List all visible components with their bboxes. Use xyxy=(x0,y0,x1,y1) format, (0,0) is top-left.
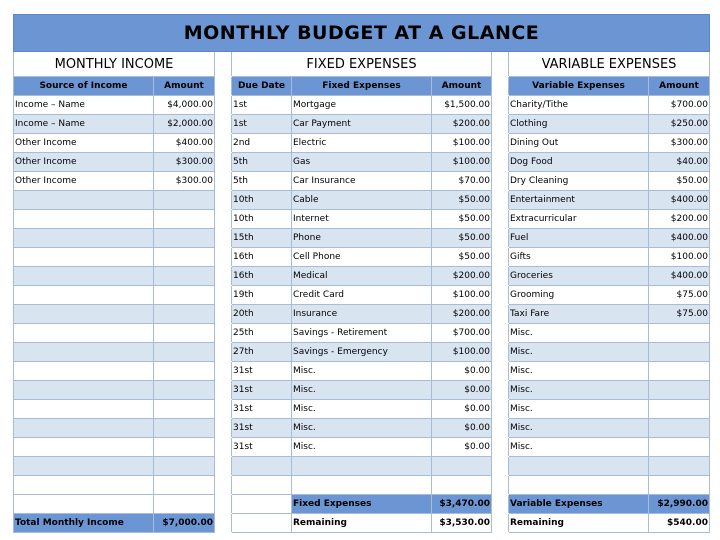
variable-amount-cell[interactable] xyxy=(649,419,710,438)
variable-expense-cell[interactable]: Misc. xyxy=(509,400,649,419)
fixed-total-label[interactable]: Fixed Expenses xyxy=(292,495,432,514)
fixed-expense-cell[interactable]: Car Payment xyxy=(292,115,432,134)
spacer-cell xyxy=(492,324,509,343)
income-source-cell[interactable]: Other Income xyxy=(14,134,154,153)
income-source-cell[interactable]: Income – Name xyxy=(14,115,154,134)
variable-amount-cell[interactable]: $400.00 xyxy=(649,267,710,286)
variable-expense-cell[interactable]: Charity/Tithe xyxy=(509,96,649,115)
variable-expense-cell[interactable]: Clothing xyxy=(509,115,649,134)
table-row xyxy=(14,248,710,267)
fixed-expense-cell[interactable]: Savings - Retirement xyxy=(292,324,432,343)
total-income-label[interactable]: Total Monthly Income xyxy=(14,514,154,533)
due-date-cell[interactable]: 20th xyxy=(232,305,292,324)
spacer-cell xyxy=(215,476,232,495)
due-date-cell[interactable]: 31st xyxy=(232,438,292,457)
fixed-expense-cell[interactable]: Phone xyxy=(292,229,432,248)
variable-amount-cell[interactable] xyxy=(649,343,710,362)
variable-expense-cell[interactable] xyxy=(509,476,649,495)
fixed-expense-cell[interactable] xyxy=(292,457,432,476)
spacer-cell xyxy=(492,210,509,229)
table-row xyxy=(14,210,710,229)
due-date-cell[interactable]: 15th xyxy=(232,229,292,248)
variable-expense-cell[interactable]: Misc. xyxy=(509,324,649,343)
spacer-cell xyxy=(215,514,232,533)
income-amount-cell[interactable]: $300.00 xyxy=(154,153,215,172)
variable-expense-cell[interactable]: Misc. xyxy=(509,343,649,362)
variable-total-label[interactable]: Variable Expenses xyxy=(509,495,649,514)
spacer-cell xyxy=(215,172,232,191)
spacer-cell xyxy=(215,457,232,476)
header-variable-amount[interactable]: Amount xyxy=(649,77,710,96)
income-amount-cell[interactable]: $400.00 xyxy=(154,134,215,153)
income-amount-cell[interactable] xyxy=(154,400,215,419)
variable-amount-cell[interactable]: $75.00 xyxy=(649,286,710,305)
fixed-expense-cell[interactable]: Car Insurance xyxy=(292,172,432,191)
variable-amount-cell[interactable]: $40.00 xyxy=(649,153,710,172)
spacer-cell xyxy=(215,210,232,229)
income-amount-cell[interactable] xyxy=(154,305,215,324)
header-income-amount[interactable]: Amount xyxy=(154,77,215,96)
variable-amount-cell[interactable] xyxy=(649,457,710,476)
fixed-amount-cell[interactable]: $700.00 xyxy=(432,324,492,343)
fixed-amount-cell[interactable]: $200.00 xyxy=(432,115,492,134)
spacer-cell xyxy=(215,52,232,77)
income-source-cell[interactable] xyxy=(14,381,154,400)
fixed-expense-cell[interactable]: Internet xyxy=(292,210,432,229)
due-date-cell[interactable]: 27th xyxy=(232,343,292,362)
variable-amount-cell[interactable]: $50.00 xyxy=(649,172,710,191)
fixed-expense-cell[interactable] xyxy=(292,476,432,495)
table-row xyxy=(14,305,710,324)
due-date-cell[interactable]: 31st xyxy=(232,419,292,438)
variable-expense-cell[interactable]: Dog Food xyxy=(509,153,649,172)
fixed-remaining-label[interactable]: Remaining xyxy=(292,514,432,533)
fixed-expense-cell[interactable]: Credit Card xyxy=(292,286,432,305)
fixed-amount-cell[interactable]: $1,500.00 xyxy=(432,96,492,115)
header-fixed-expenses[interactable]: Fixed Expenses xyxy=(292,77,432,96)
header-due-date[interactable]: Due Date xyxy=(232,77,292,96)
header-variable-expenses[interactable]: Variable Expenses xyxy=(509,77,649,96)
total-income-value[interactable]: $7,000.00 xyxy=(154,514,215,533)
table-row xyxy=(14,381,710,400)
spacer-cell xyxy=(492,476,509,495)
fixed-expense-cell[interactable]: Electric xyxy=(292,134,432,153)
fixed-amount-cell[interactable]: $50.00 xyxy=(432,229,492,248)
fixed-expense-cell[interactable]: Cell Phone xyxy=(292,248,432,267)
income-source-cell[interactable] xyxy=(14,210,154,229)
fixed-amount-cell[interactable]: $200.00 xyxy=(432,305,492,324)
due-date-cell[interactable]: 1st xyxy=(232,96,292,115)
table-row xyxy=(14,229,710,248)
variable-amount-cell[interactable]: $200.00 xyxy=(649,210,710,229)
fixed-expense-cell[interactable]: Medical xyxy=(292,267,432,286)
variable-expense-cell[interactable]: Dining Out xyxy=(509,134,649,153)
variable-amount-cell[interactable]: $75.00 xyxy=(649,305,710,324)
variable-amount-cell[interactable]: $400.00 xyxy=(649,229,710,248)
spacer-cell xyxy=(492,438,509,457)
spacer-cell xyxy=(215,115,232,134)
table-row xyxy=(14,324,710,343)
spacer-cell xyxy=(492,267,509,286)
income-source-cell[interactable]: Other Income xyxy=(14,153,154,172)
income-source-cell[interactable] xyxy=(14,191,154,210)
spacer-cell xyxy=(492,191,509,210)
variable-amount-cell[interactable]: $300.00 xyxy=(649,134,710,153)
income-source-cell[interactable] xyxy=(14,305,154,324)
table-row xyxy=(14,476,710,495)
variable-expense-cell[interactable]: Entertainment xyxy=(509,191,649,210)
income-amount-cell[interactable] xyxy=(154,286,215,305)
spacer-cell xyxy=(215,438,232,457)
section-variable-expenses: VARIABLE EXPENSES xyxy=(509,52,710,77)
budget-sheet xyxy=(13,14,710,533)
income-source-cell[interactable] xyxy=(14,457,154,476)
spacer-cell xyxy=(492,52,509,77)
income-source-cell[interactable] xyxy=(14,362,154,381)
variable-expense-cell[interactable]: Misc. xyxy=(509,362,649,381)
spacer-cell xyxy=(492,172,509,191)
variable-expense-cell[interactable]: Dry Cleaning xyxy=(509,172,649,191)
income-amount-cell[interactable] xyxy=(154,476,215,495)
table-row xyxy=(14,362,710,381)
variable-amount-cell[interactable] xyxy=(649,324,710,343)
income-source-cell[interactable] xyxy=(14,438,154,457)
income-cell[interactable] xyxy=(14,495,154,514)
fixed-amount-cell[interactable] xyxy=(432,457,492,476)
fixed-expense-cell[interactable]: Misc. xyxy=(292,381,432,400)
due-date-cell[interactable]: 5th xyxy=(232,153,292,172)
variable-remaining-label[interactable]: Remaining xyxy=(509,514,649,533)
fixed-amount-cell[interactable]: $0.00 xyxy=(432,381,492,400)
table-row xyxy=(14,457,710,476)
income-source-cell[interactable] xyxy=(14,419,154,438)
variable-amount-cell[interactable]: $700.00 xyxy=(649,96,710,115)
income-amount-cell[interactable] xyxy=(154,419,215,438)
income-source-cell[interactable] xyxy=(14,476,154,495)
spacer-cell xyxy=(492,229,509,248)
section-monthly-income: MONTHLY INCOME xyxy=(14,52,215,77)
spacer-cell xyxy=(492,381,509,400)
due-date-cell[interactable] xyxy=(232,495,292,514)
income-amount-cell[interactable] xyxy=(154,267,215,286)
due-date-cell[interactable] xyxy=(232,514,292,533)
income-amount-cell[interactable] xyxy=(154,210,215,229)
fixed-expense-cell[interactable]: Misc. xyxy=(292,438,432,457)
due-date-cell[interactable]: 16th xyxy=(232,248,292,267)
income-amount-cell[interactable] xyxy=(154,248,215,267)
table-row xyxy=(14,115,710,134)
income-amount-cell[interactable]: $2,000.00 xyxy=(154,115,215,134)
spacer-cell xyxy=(215,343,232,362)
income-amount-cell[interactable] xyxy=(154,191,215,210)
spacer-cell xyxy=(215,362,232,381)
variable-amount-cell[interactable]: $400.00 xyxy=(649,191,710,210)
fixed-amount-cell[interactable]: $100.00 xyxy=(432,343,492,362)
variable-amount-cell[interactable] xyxy=(649,438,710,457)
fixed-expense-cell[interactable]: Misc. xyxy=(292,400,432,419)
spacer-cell xyxy=(215,381,232,400)
spacer-cell xyxy=(215,77,232,96)
table-row xyxy=(14,438,710,457)
variable-expense-cell[interactable]: Gifts xyxy=(509,248,649,267)
variable-expense-cell[interactable]: Misc. xyxy=(509,438,649,457)
fixed-amount-cell[interactable]: $50.00 xyxy=(432,248,492,267)
fixed-total-value[interactable]: $3,470.00 xyxy=(432,495,492,514)
variable-expense-cell[interactable] xyxy=(509,457,649,476)
fixed-expense-cell[interactable]: Savings - Emergency xyxy=(292,343,432,362)
fixed-amount-cell[interactable]: $50.00 xyxy=(432,210,492,229)
variable-amount-cell[interactable] xyxy=(649,381,710,400)
spacer-cell xyxy=(215,286,232,305)
variable-remaining-value[interactable]: $540.00 xyxy=(649,514,710,533)
variable-expense-cell[interactable]: Fuel xyxy=(509,229,649,248)
spacer-cell xyxy=(215,248,232,267)
fixed-amount-cell[interactable]: $0.00 xyxy=(432,438,492,457)
table-row xyxy=(14,191,710,210)
income-amount-cell[interactable]: $4,000.00 xyxy=(154,96,215,115)
spacer-cell xyxy=(492,77,509,96)
income-source-cell[interactable]: Income – Name xyxy=(14,96,154,115)
fixed-amount-cell[interactable]: $0.00 xyxy=(432,362,492,381)
spacer-cell xyxy=(215,305,232,324)
income-amount-cell[interactable] xyxy=(154,343,215,362)
fixed-expense-cell[interactable]: Misc. xyxy=(292,362,432,381)
income-amount-cell[interactable]: $300.00 xyxy=(154,172,215,191)
due-date-cell[interactable]: 19th xyxy=(232,286,292,305)
fixed-expense-cell[interactable]: Insurance xyxy=(292,305,432,324)
spacer-cell xyxy=(215,400,232,419)
spacer-cell xyxy=(492,134,509,153)
spacer-cell xyxy=(492,457,509,476)
fixed-expense-cell[interactable]: Cable xyxy=(292,191,432,210)
variable-amount-cell[interactable] xyxy=(649,362,710,381)
variable-expense-cell[interactable]: Misc. xyxy=(509,419,649,438)
fixed-amount-cell[interactable]: $0.00 xyxy=(432,419,492,438)
variable-amount-cell[interactable] xyxy=(649,400,710,419)
due-date-cell[interactable] xyxy=(232,476,292,495)
income-source-cell[interactable] xyxy=(14,343,154,362)
fixed-amount-cell[interactable]: $50.00 xyxy=(432,191,492,210)
spacer-cell xyxy=(492,115,509,134)
due-date-cell[interactable]: 31st xyxy=(232,362,292,381)
income-source-cell[interactable] xyxy=(14,286,154,305)
income-amount-cell[interactable] xyxy=(154,495,215,514)
variable-expense-cell[interactable]: Misc. xyxy=(509,381,649,400)
table-row xyxy=(14,153,710,172)
spacer-cell xyxy=(215,96,232,115)
income-source-cell[interactable] xyxy=(14,229,154,248)
table-row xyxy=(14,172,710,191)
income-source-cell[interactable] xyxy=(14,400,154,419)
due-date-cell[interactable]: 31st xyxy=(232,400,292,419)
due-date-cell[interactable]: 2nd xyxy=(232,134,292,153)
income-amount-cell[interactable] xyxy=(154,324,215,343)
spacer-cell xyxy=(215,229,232,248)
page-title: MONTHLY BUDGET AT A GLANCE xyxy=(14,15,710,52)
spacer-cell xyxy=(215,153,232,172)
fixed-amount-cell[interactable] xyxy=(432,476,492,495)
variable-expense-cell[interactable]: Extracurricular xyxy=(509,210,649,229)
fixed-amount-cell[interactable]: $70.00 xyxy=(432,172,492,191)
due-date-cell[interactable]: 16th xyxy=(232,267,292,286)
due-date-cell[interactable] xyxy=(232,457,292,476)
table-row xyxy=(14,96,710,115)
spacer-cell xyxy=(215,495,232,514)
spacer-cell xyxy=(492,495,509,514)
variable-total-value[interactable]: $2,990.00 xyxy=(649,495,710,514)
variable-amount-cell[interactable]: $100.00 xyxy=(649,248,710,267)
table-row xyxy=(14,267,710,286)
spacer-cell xyxy=(215,324,232,343)
table-row xyxy=(14,134,710,153)
income-source-cell[interactable] xyxy=(14,267,154,286)
variable-expense-cell[interactable]: Groceries xyxy=(509,267,649,286)
fixed-expense-cell[interactable]: Misc. xyxy=(292,419,432,438)
variable-amount-cell[interactable]: $250.00 xyxy=(649,115,710,134)
spacer-cell xyxy=(215,419,232,438)
income-amount-cell[interactable] xyxy=(154,229,215,248)
variable-expense-cell[interactable]: Taxi Fare xyxy=(509,305,649,324)
income-amount-cell[interactable] xyxy=(154,362,215,381)
variable-amount-cell[interactable] xyxy=(649,476,710,495)
header-fixed-amount[interactable]: Amount xyxy=(432,77,492,96)
spacer-cell xyxy=(215,134,232,153)
section-fixed-expenses: FIXED EXPENSES xyxy=(232,52,492,77)
income-amount-cell[interactable] xyxy=(154,438,215,457)
fixed-amount-cell[interactable]: $0.00 xyxy=(432,400,492,419)
due-date-cell[interactable]: 10th xyxy=(232,191,292,210)
due-date-cell[interactable]: 1st xyxy=(232,115,292,134)
due-date-cell[interactable]: 25th xyxy=(232,324,292,343)
spacer-cell xyxy=(492,400,509,419)
table-row xyxy=(14,343,710,362)
spacer-cell xyxy=(492,305,509,324)
spacer-cell xyxy=(492,419,509,438)
due-date-cell[interactable]: 10th xyxy=(232,210,292,229)
fixed-amount-cell[interactable]: $100.00 xyxy=(432,286,492,305)
spacer-cell xyxy=(492,248,509,267)
spacer-cell xyxy=(492,362,509,381)
fixed-expense-cell[interactable]: Gas xyxy=(292,153,432,172)
fixed-remaining-value[interactable]: $3,530.00 xyxy=(432,514,492,533)
table-row xyxy=(14,286,710,305)
table-row xyxy=(14,419,710,438)
income-source-cell[interactable]: Other Income xyxy=(14,172,154,191)
spacer-cell xyxy=(492,96,509,115)
income-amount-cell[interactable] xyxy=(154,381,215,400)
spacer-cell xyxy=(215,267,232,286)
variable-expense-cell[interactable]: Grooming xyxy=(509,286,649,305)
income-source-cell[interactable] xyxy=(14,324,154,343)
due-date-cell[interactable]: 5th xyxy=(232,172,292,191)
spacer-cell xyxy=(492,514,509,533)
spacer-cell xyxy=(492,286,509,305)
due-date-cell[interactable]: 31st xyxy=(232,381,292,400)
spacer-cell xyxy=(215,191,232,210)
fixed-amount-cell[interactable]: $200.00 xyxy=(432,267,492,286)
income-source-cell[interactable] xyxy=(14,248,154,267)
fixed-amount-cell[interactable]: $100.00 xyxy=(432,134,492,153)
fixed-expense-cell[interactable]: Mortgage xyxy=(292,96,432,115)
fixed-amount-cell[interactable]: $100.00 xyxy=(432,153,492,172)
income-amount-cell[interactable] xyxy=(154,457,215,476)
spacer-cell xyxy=(492,153,509,172)
header-source-of-income[interactable]: Source of Income xyxy=(14,77,154,96)
spacer-cell xyxy=(492,343,509,362)
table-row xyxy=(14,400,710,419)
